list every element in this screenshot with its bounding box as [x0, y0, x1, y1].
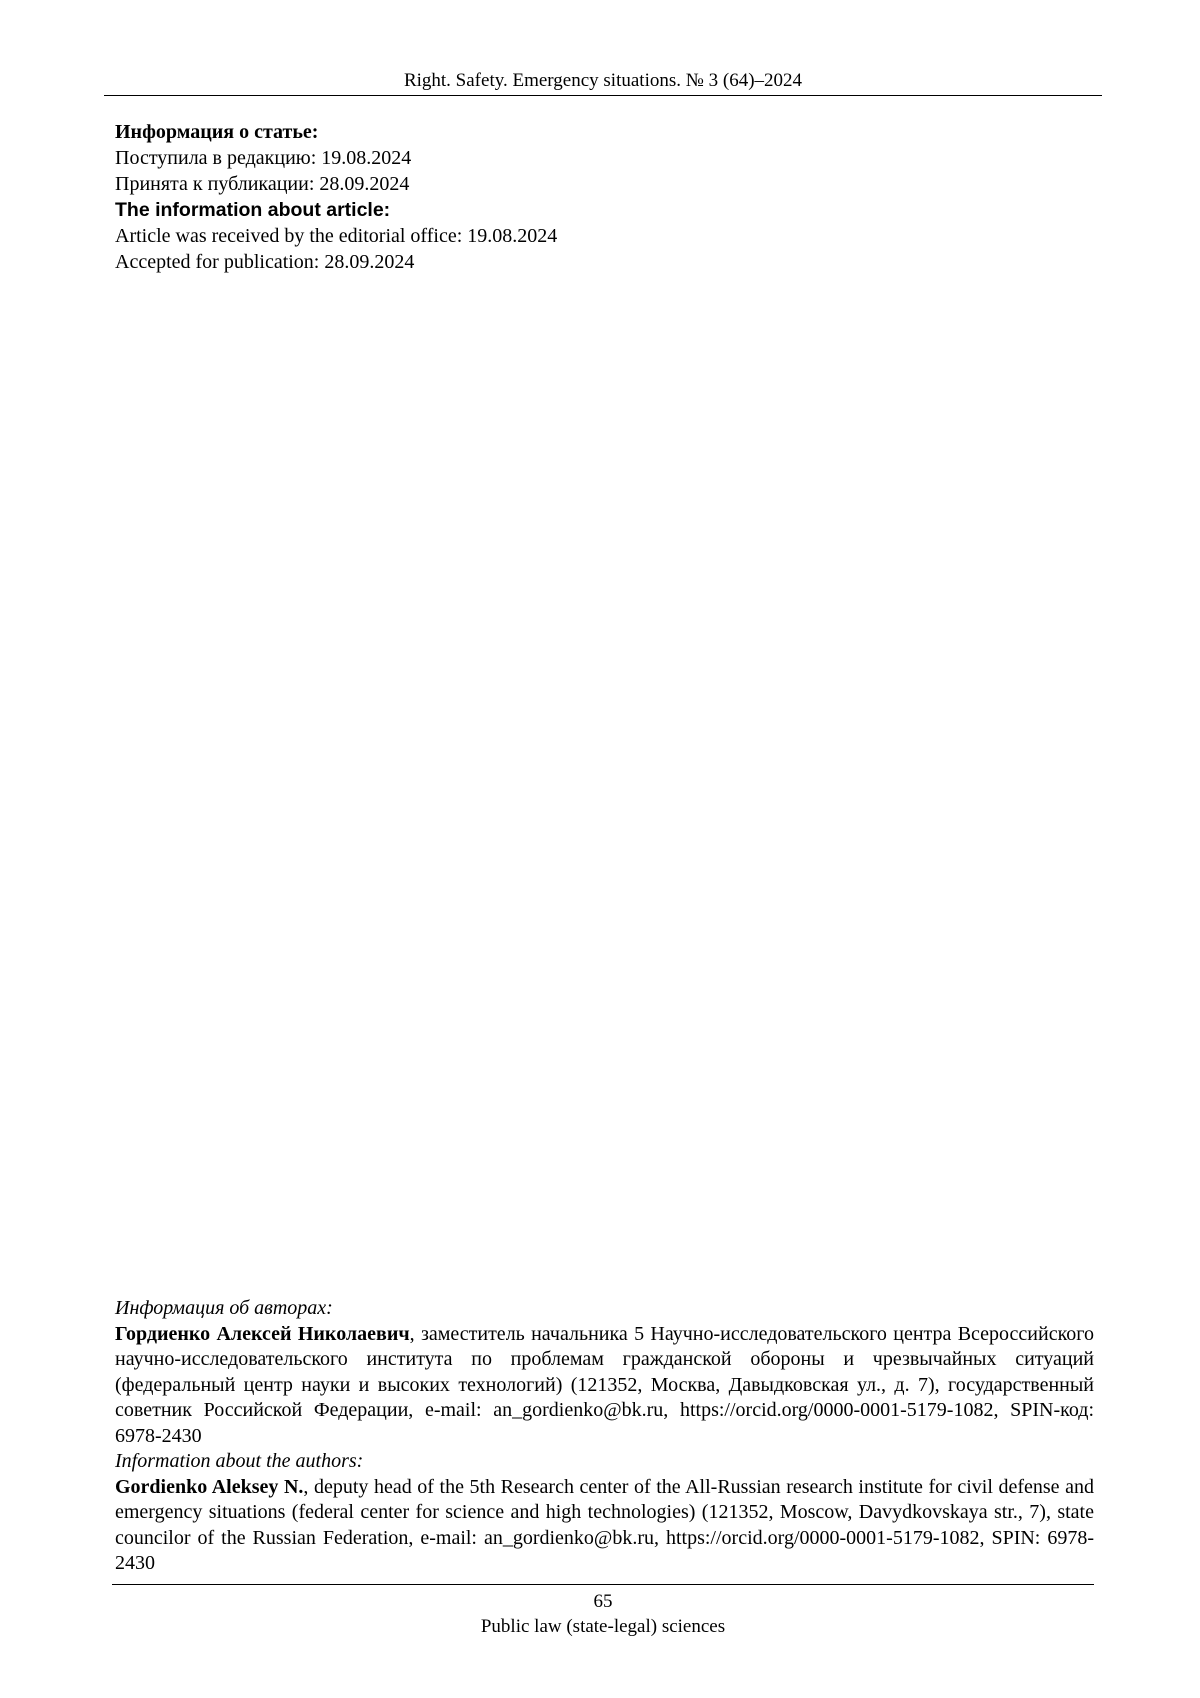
running-footer: Public law (state-legal) sciences: [480, 1616, 726, 1637]
article-info-block: [115, 119, 1015, 275]
authors-intro-ru: Информация об авторах:: [115, 1297, 333, 1319]
author-details-ru: , заместитель начальника 5 Научно-исследовательского центра Всероссийского научно-исследовательского института по проблемам гражданской обороны и чрезвычайных ситуаций (федеральный центр науки и высоких технологий) (121352, Москва, Давыдковская ул., д. 7), государственный советник Российской Федерации, e-mail: an_gordienko@bk.ru, https://orcid.org/0000-0001-5179-1082, SPIN-код: 6978-2430: [115, 1322, 1094, 1447]
received-date-ru: Поступила в редакцию: 19.08.2024: [115, 147, 412, 169]
author-bio-ru: [115, 1322, 1094, 1450]
author-details-en: , deputy head of the 5th Research center of the All-Russian research institute for civil defense and emergency situations (federal center for science and high technologies) (121352, Moscow, Davydkovskaya str., 7), state councilor of the Russian Federation, e-mail: an_gordienko@bk.ru, https://orcid.org/0000-0001-5179-1082, SPIN: 6978-2430: [115, 1475, 1094, 1574]
page-number: 65: [593, 1591, 613, 1612]
author-name-en: Gordienko Aleksey N.: [115, 1475, 304, 1498]
authors-info-block: [115, 1296, 1094, 1577]
header-divider: [104, 95, 1102, 96]
received-date-en: Article was received by the editorial office: 19.08.2024: [115, 225, 558, 247]
article-info-heading-ru: Информация о статье:: [115, 121, 319, 143]
footer-divider: [112, 1584, 1094, 1585]
accepted-date-ru: Принята к публикации: 28.09.2024: [115, 173, 410, 195]
author-name-ru: Гордиенко Алексей Николаевич: [115, 1322, 410, 1345]
authors-intro-en: Information about the authors:: [115, 1450, 364, 1472]
article-info-heading-en: The information about article:: [115, 199, 391, 221]
running-header: Right. Safety. Emergency situations. № 3 (64)–2024: [403, 70, 803, 91]
accepted-date-en: Accepted for publication: 28.09.2024: [115, 251, 415, 273]
author-bio-en: [115, 1475, 1094, 1577]
